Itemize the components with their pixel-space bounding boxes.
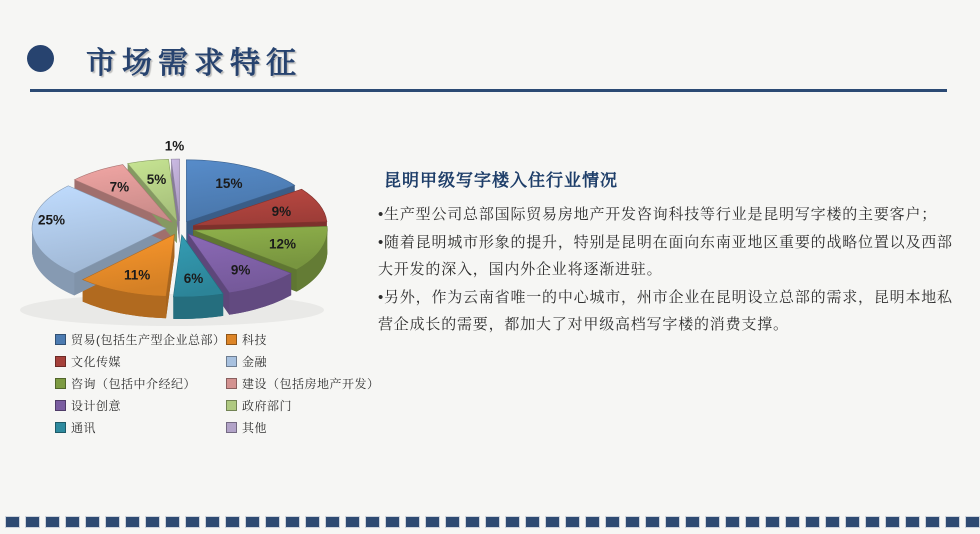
footer-dash	[765, 516, 780, 528]
footer-dash	[805, 516, 820, 528]
legend-label: 建设（包括房地产开发）	[242, 377, 380, 391]
legend-swatch-icon	[55, 356, 66, 367]
footer-dash	[705, 516, 720, 528]
legend-swatch-icon	[226, 378, 237, 389]
footer-dash	[685, 516, 700, 528]
footer-dash	[105, 516, 120, 528]
pie-slice-label: 12%	[269, 236, 297, 252]
footer-dash	[465, 516, 480, 528]
footer-dash	[925, 516, 940, 528]
legend-label: 科技	[242, 333, 268, 347]
legend-item	[226, 355, 380, 368]
legend-item	[55, 377, 226, 390]
footer-dash	[965, 516, 980, 528]
legend-item	[226, 333, 380, 346]
pie-slice-label: 11%	[124, 267, 151, 283]
footer-dash	[45, 516, 60, 528]
footer-dash	[85, 516, 100, 528]
footer-dash	[505, 516, 520, 528]
footer-dash	[845, 516, 860, 528]
footer-dash	[785, 516, 800, 528]
footer-dash	[185, 516, 200, 528]
legend-label: 贸易(包括生产型企业总部）	[71, 333, 226, 347]
legend-swatch-icon	[55, 334, 66, 345]
footer-dash	[545, 516, 560, 528]
legend-swatch-icon	[226, 400, 237, 411]
footer-dash	[825, 516, 840, 528]
panel-heading: 昆明甲级写字楼入住行业情况	[384, 171, 618, 190]
legend-column-right	[226, 333, 380, 443]
footer-dash	[325, 516, 340, 528]
footer-dash	[25, 516, 40, 528]
footer-dash	[245, 516, 260, 528]
legend-item	[55, 399, 226, 412]
footer-dash	[665, 516, 680, 528]
footer-dash	[205, 516, 220, 528]
legend-swatch-icon	[55, 378, 66, 389]
footer-dash	[945, 516, 960, 528]
footer-dash	[725, 516, 740, 528]
footer-dash	[225, 516, 240, 528]
footer-dash	[365, 516, 380, 528]
legend-item	[226, 421, 380, 434]
footer-dash	[525, 516, 540, 528]
legend-column-left	[55, 333, 226, 443]
footer-dash	[425, 516, 440, 528]
legend-label: 咨询（包括中介经纪）	[71, 377, 197, 391]
footer-dash	[5, 516, 20, 528]
footer-dash	[605, 516, 620, 528]
footer-dash	[65, 516, 80, 528]
footer-dash	[405, 516, 420, 528]
legend-item	[55, 333, 226, 346]
pie-slice-label: 1%	[164, 138, 185, 154]
legend-label: 金融	[242, 355, 268, 369]
footer-dash	[265, 516, 280, 528]
footer-dash	[865, 516, 880, 528]
legend-swatch-icon	[226, 356, 237, 367]
bullet-list	[378, 201, 956, 339]
pie-slice-label: 5%	[146, 171, 167, 187]
footer-dash	[645, 516, 660, 528]
pie-slice-label: 15%	[215, 176, 243, 192]
pie-slice-label: 9%	[271, 203, 292, 219]
footer-dash	[585, 516, 600, 528]
footer-dash	[165, 516, 180, 528]
legend-item	[55, 421, 226, 434]
footer-dash	[125, 516, 140, 528]
pie-slice-label: 7%	[109, 179, 130, 195]
legend-swatch-icon	[226, 422, 237, 433]
footer-dashed-bar	[5, 516, 980, 528]
bullet-text: •随着昆明城市形象的提升，特别是昆明在面向东南亚地区重要的战略位置以及西部大开发的深入，国内外企业将逐渐进驻。	[378, 233, 953, 278]
footer-dash	[485, 516, 500, 528]
footer-dash	[885, 516, 900, 528]
legend-label: 设计创意	[71, 399, 122, 413]
pie-slice-label: 25%	[38, 212, 66, 228]
legend-label: 文化传媒	[71, 355, 122, 369]
footer-dash	[385, 516, 400, 528]
bullet-text: •另外，作为云南省唯一的中心城市，州市企业在昆明设立总部的需求，昆明本地私营企成长的需要，都加大了对甲级高档写字楼的消费支撑。	[378, 288, 953, 333]
legend-item	[55, 355, 226, 368]
bullet-text: •生产型公司总部国际贸易房地产开发咨询科技等行业是昆明写字楼的主要客户；	[378, 206, 938, 223]
footer-dash	[445, 516, 460, 528]
page-title: 市场需求特征	[86, 47, 302, 80]
pie-slice-label: 6%	[183, 271, 204, 287]
legend-label: 政府部门	[242, 399, 293, 413]
footer-dash	[565, 516, 580, 528]
legend-swatch-icon	[226, 334, 237, 345]
legend-item	[226, 399, 380, 412]
legend-swatch-icon	[55, 422, 66, 433]
footer-dash	[345, 516, 360, 528]
legend-swatch-icon	[55, 400, 66, 411]
legend-label: 通讯	[71, 421, 97, 435]
footer-dash	[905, 516, 920, 528]
footer-dash	[305, 516, 320, 528]
footer-dash	[285, 516, 300, 528]
legend-item	[226, 377, 380, 390]
footer-dash	[145, 516, 160, 528]
legend-label: 其他	[242, 421, 268, 435]
footer-dash	[625, 516, 640, 528]
footer-dash	[745, 516, 760, 528]
pie-slice-label: 9%	[230, 262, 251, 278]
